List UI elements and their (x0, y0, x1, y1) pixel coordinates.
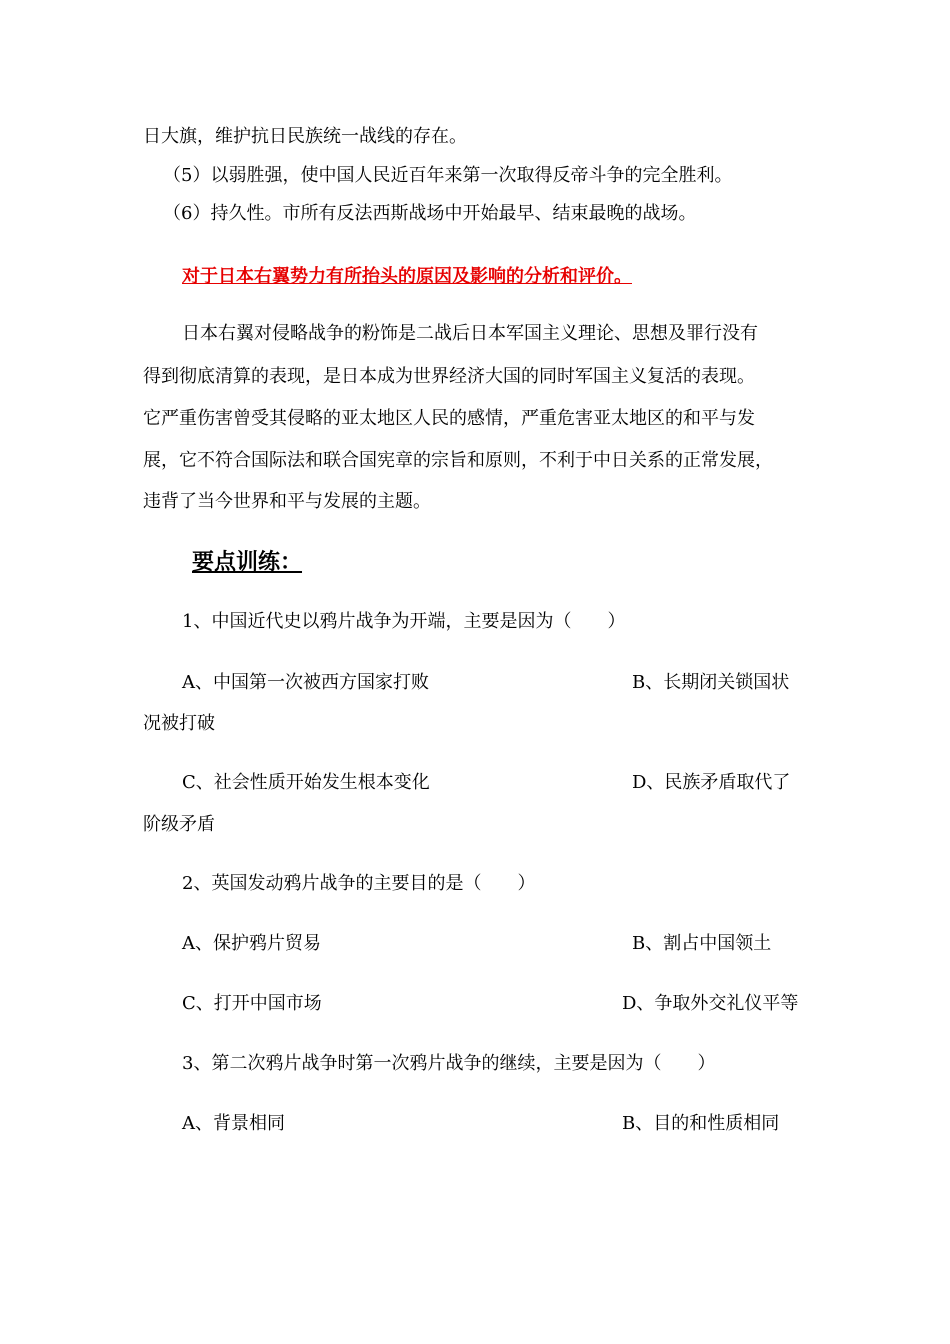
q2-option-c: C、打开中国市场 (182, 993, 322, 1014)
q1-option-d-cont: 阶级矛盾 (143, 814, 215, 835)
analysis-line: 它严重伤害曾受其侵略的亚太地区人民的感情，严重危害亚太地区的和平与发 (143, 408, 755, 429)
point-5: （5）以弱胜强，使中国人民近百年来第一次取得反帝斗争的完全胜利。 (163, 165, 733, 186)
q1-option-b: B、长期闭关锁国状 (632, 672, 790, 693)
analysis-line: 违背了当今世界和平与发展的主题。 (143, 491, 431, 512)
q3-option-b: B、目的和性质相同 (622, 1113, 780, 1134)
analysis-heading: 对于日本右翼势力有所抬头的原因及影响的分析和评价。 (182, 266, 632, 287)
analysis-line: 得到彻底清算的表现，是日本成为世界经济大国的同时军国主义复活的表现。 (143, 366, 755, 387)
q1-option-d: D、民族矛盾取代了 (632, 772, 791, 793)
q2-option-a: A、保护鸦片贸易 (182, 933, 321, 954)
q3-option-a: A、背景相同 (182, 1113, 285, 1134)
q1-option-a: A、中国第一次被西方国家打败 (182, 672, 429, 693)
q2-option-d: D、争取外交礼仪平等 (622, 993, 799, 1014)
question-1: 1、中国近代史以鸦片战争为开端，主要是因为（ ） (182, 611, 626, 632)
question-2: 2、英国发动鸦片战争的主要目的是（ ） (182, 873, 536, 894)
q1-option-b-cont: 况被打破 (143, 713, 215, 734)
intro-line: 日大旗，维护抗日民族统一战线的存在。 (143, 126, 467, 147)
question-3: 3、第二次鸦片战争时第一次鸦片战争的继续，主要是因为（ ） (182, 1053, 716, 1074)
training-heading: 要点训练： (192, 549, 303, 575)
q2-option-b: B、割占中国领土 (632, 933, 772, 954)
q1-option-c: C、社会性质开始发生根本变化 (182, 772, 430, 793)
point-6: （6）持久性。市所有反法西斯战场中开始最早、结束最晚的战场。 (163, 203, 697, 224)
analysis-line: 展，它不符合国际法和联合国宪章的宗旨和原则，不利于中日关系的正常发展， (143, 450, 773, 471)
analysis-line: 日本右翼对侵略战争的粉饰是二战后日本军国主义理论、思想及罪行没有 (182, 323, 758, 344)
